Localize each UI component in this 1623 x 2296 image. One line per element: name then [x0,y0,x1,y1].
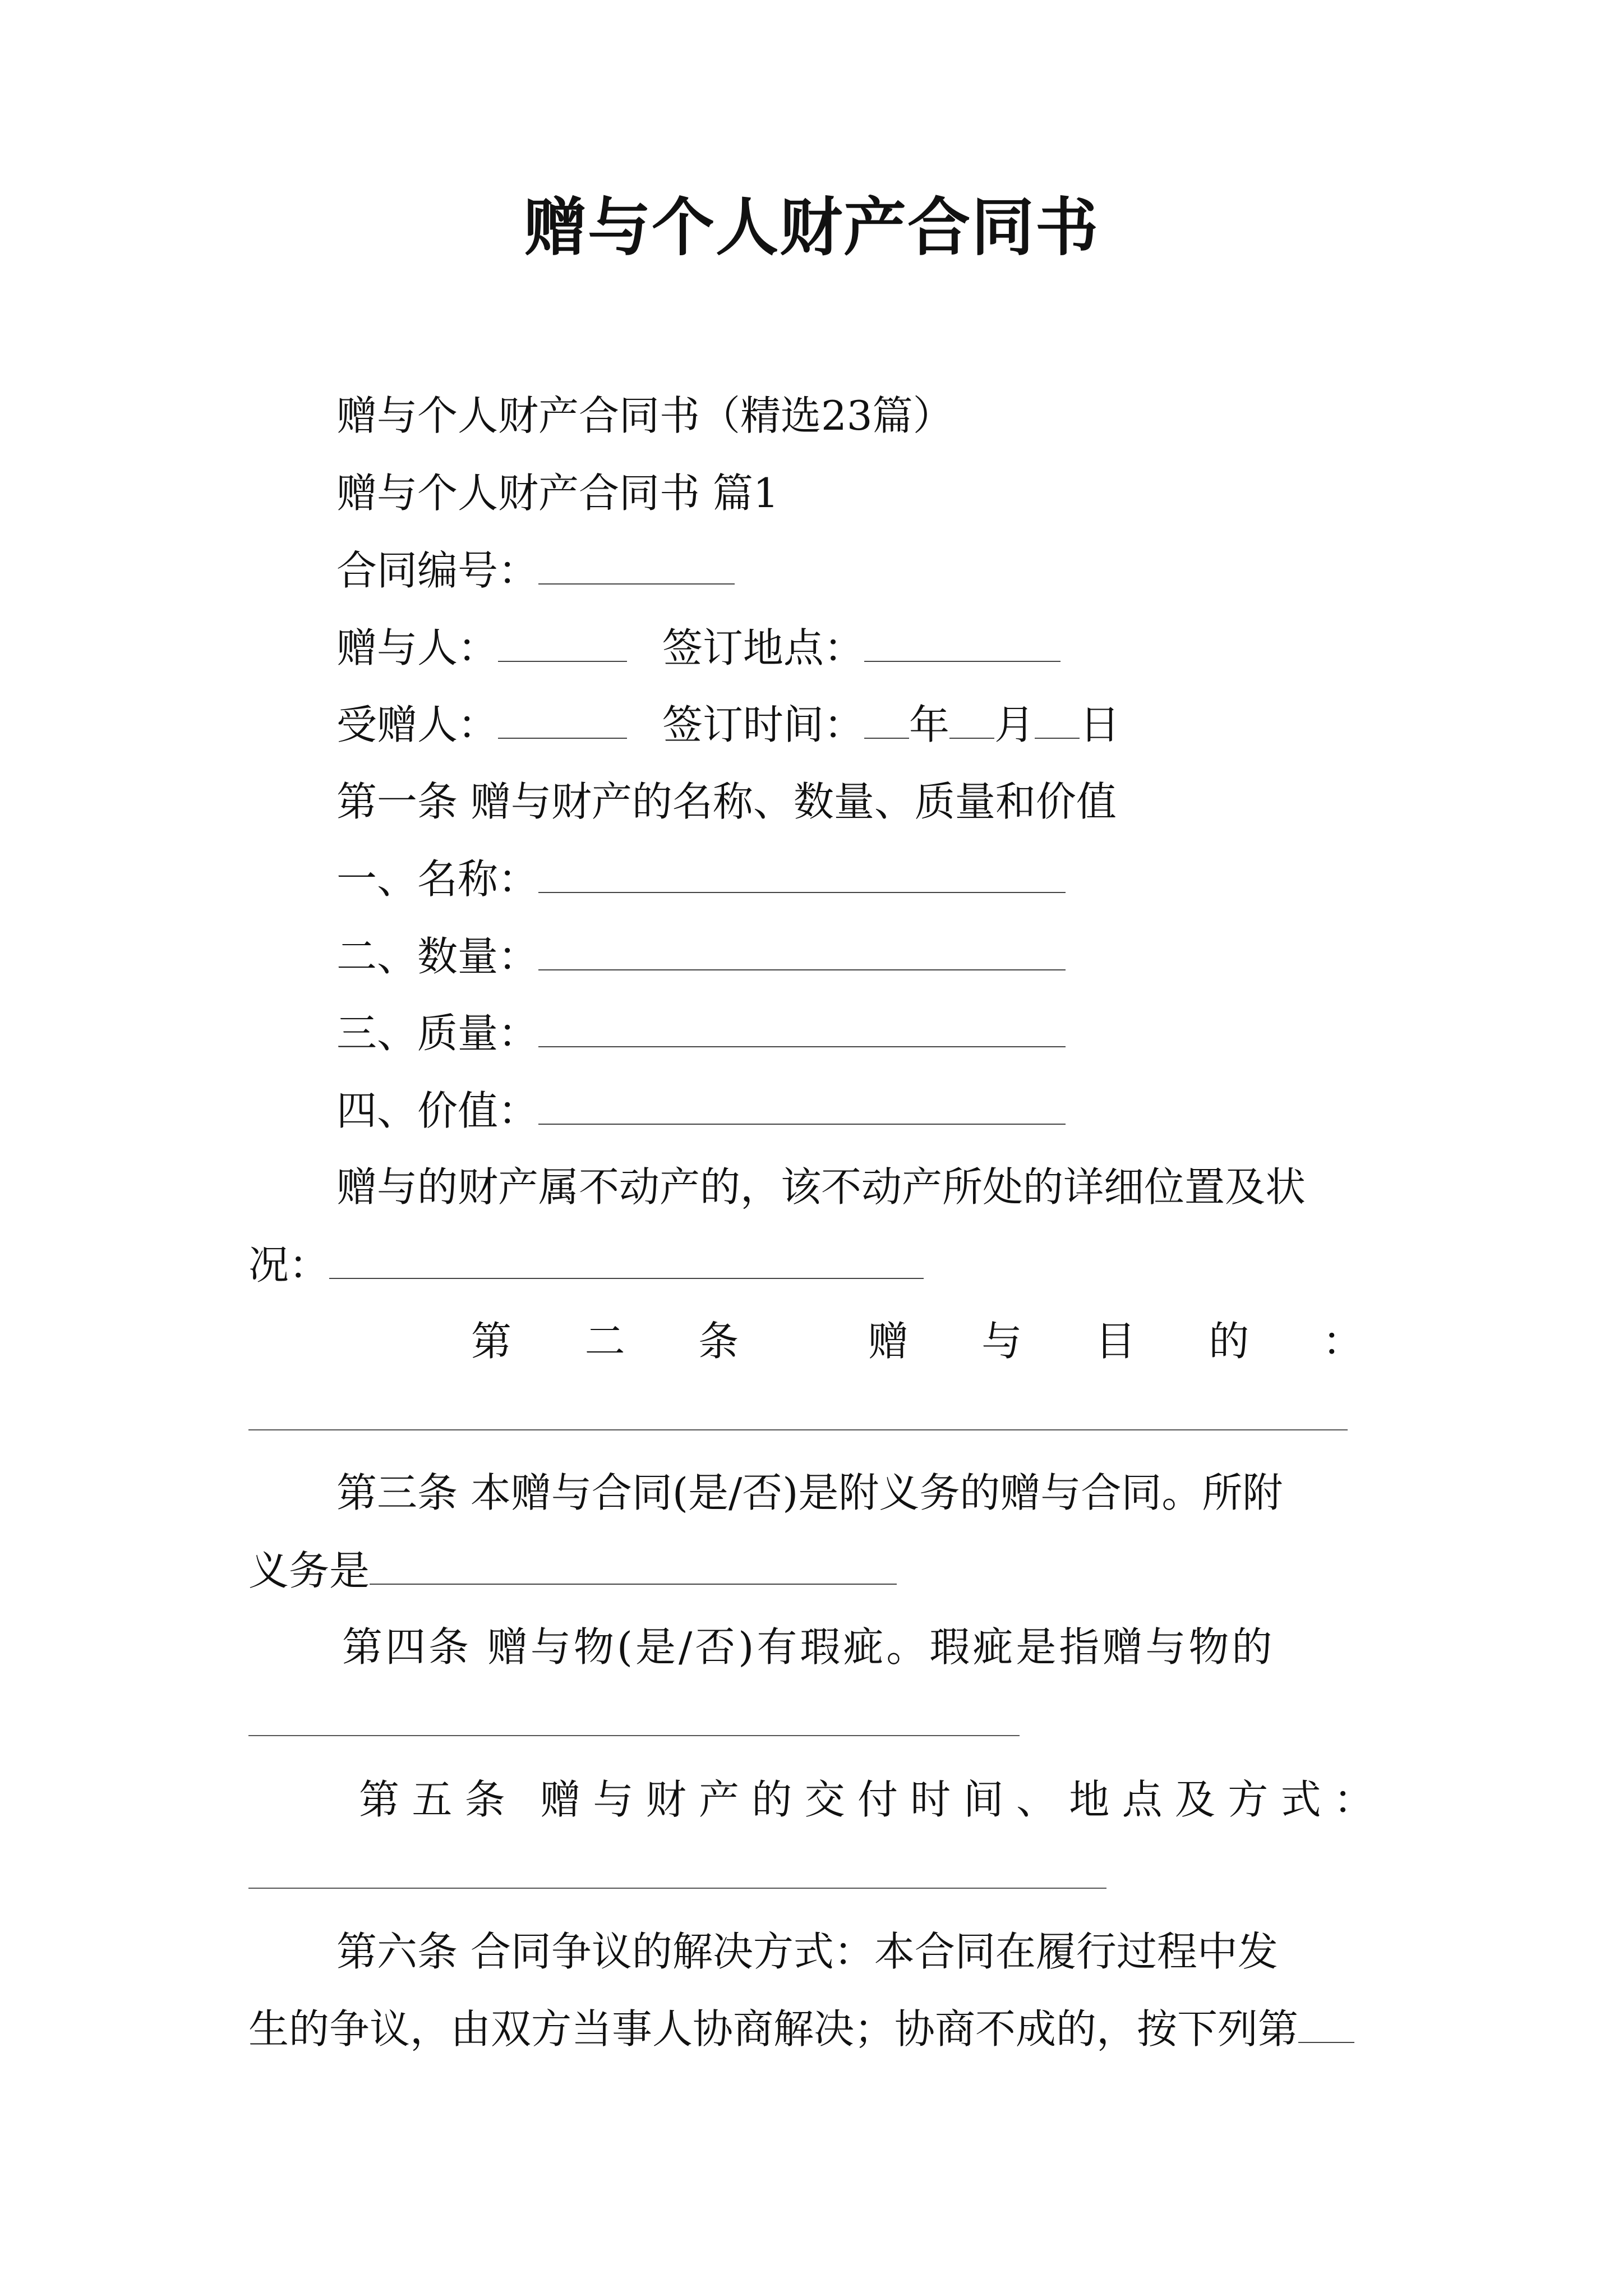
realty-label: 况： [248,1241,330,1289]
article-5-char: 与 [593,1776,634,1823]
day-label: 日 [1079,701,1120,748]
article-3-text-1: 第三条 本赠与合同(是/否)是附义务的赠与合同。所附 [336,1469,1283,1516]
article-2-char: 二 [584,1318,625,1365]
article-5-char: 产 [698,1776,739,1823]
article-1: 第一条 赠与财产的名称、数量、质量和价值 [336,778,1117,825]
article-6-text-1: 第六条 合同争议的解决方式：本合同在履行过程中发 [336,1928,1278,1975]
article-6-line-2 [248,2005,1354,2053]
value-label: 四、价值： [336,1087,539,1134]
article-5-char: 赠 [540,1776,580,1823]
contract-number-line [336,547,735,594]
donee-line [336,701,1120,748]
article-5-char: 第 [359,1776,400,1823]
quantity-label: 二、数量： [336,933,539,980]
donor-label: 赠与人： [336,624,499,671]
donor-line [336,624,1061,671]
article-5-char: 及 [1174,1776,1215,1823]
quality-blank[interactable] [538,1013,1066,1047]
name-line [336,855,1066,903]
article-5-char: 式 [1280,1776,1321,1823]
sign-place-label: 签订地点： [662,624,864,671]
article-5-char: 的 [751,1776,792,1823]
month-label: 月 [994,701,1035,748]
realty-blank[interactable] [329,1244,924,1279]
quality-line [336,1010,1066,1057]
day-blank[interactable] [1035,704,1080,739]
name-label: 一、名称： [336,855,539,903]
article-2-heading [471,1318,1363,1365]
article-5-char: 点 [1122,1776,1163,1823]
contract-number-label: 合同编号： [336,547,539,594]
article-2-blank[interactable] [248,1429,1348,1430]
donor-blank[interactable] [498,627,627,662]
article-5-blank[interactable] [248,1888,1106,1889]
article-5-char: 、 [1016,1776,1057,1823]
donee-label: 受赠人： [336,701,499,748]
article-5-char: 条 [464,1776,505,1823]
quantity-line [336,933,1066,980]
article-2-char: 条 [698,1318,739,1365]
article-6-blank[interactable] [1298,2008,1354,2043]
obligation-blank[interactable] [370,1550,897,1585]
article-5-char: ： [1333,1776,1374,1823]
article-4-blank[interactable] [248,1735,1020,1736]
obligation-label: 义务是 [248,1547,370,1594]
article-2-char: 赠 [868,1318,909,1365]
quality-label: 三、质量： [336,1010,539,1057]
article-2-char: 的 [1209,1318,1249,1365]
sign-time-label: 签订时间： [662,701,864,748]
article-6-text-2: 生的争议，由双方当事人协商解决；协商不成的，按下列第 [248,2005,1299,2053]
page-title: 赠与个人财产合同书 [524,191,1099,264]
article-5-char: 五 [412,1776,453,1823]
article-5-char: 间 [963,1776,1004,1823]
chapter-heading: 赠与个人财产合同书 篇1 [336,470,779,517]
article-2-char: 第 [471,1318,512,1365]
article-3-line-2 [248,1547,897,1594]
value-line [336,1087,1066,1134]
article-4-text: 第四条 赠与物(是/否)有瑕疵。瑕疵是指赠与物的 [342,1623,1275,1671]
document-subtitle: 赠与个人财产合同书（精选23篇） [336,392,953,439]
article-5-char: 财 [645,1776,686,1823]
article-2-char: ： [1322,1318,1363,1365]
article-5-char: 时 [910,1776,951,1823]
article-5-heading [359,1776,1374,1823]
contract-number-blank[interactable] [538,550,735,585]
month-blank[interactable] [949,704,994,739]
article-2-char: 目 [1095,1318,1136,1365]
article-5-char: 付 [857,1776,898,1823]
article-5-char: 方 [1228,1776,1269,1823]
realty-line-2 [248,1241,924,1289]
donee-blank[interactable] [498,704,627,739]
article-5-char: 交 [804,1776,845,1823]
year-blank[interactable] [864,704,909,739]
article-5-char: 地 [1069,1776,1110,1823]
sign-place-blank[interactable] [864,627,1061,662]
value-blank[interactable] [538,1090,1066,1125]
realty-text-1: 赠与的财产属不动产的，该不动产所处的详细位置及状 [336,1163,1306,1211]
article-2-char: 与 [981,1318,1022,1365]
year-label: 年 [909,701,949,748]
quantity-blank[interactable] [538,936,1066,970]
name-blank[interactable] [538,858,1066,893]
